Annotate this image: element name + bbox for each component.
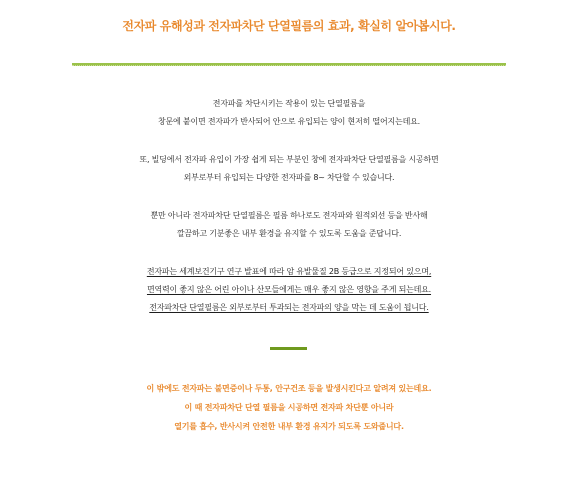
paragraph-line: 외부로부터 유입되는 다양한 전자파를 8~ 차단할 수 있습니다. — [183, 173, 395, 182]
paragraph-film-reflection — [0, 95, 578, 131]
title-divider — [72, 63, 506, 66]
closing-line: 이 때 전자파차단 단열 필름을 시공하면 전자파 차단뿐 아니라 — [184, 403, 394, 412]
closing-line: 열기를 흡수, 반사시켜 안전한 내부 환경 유지가 되도록 도와줍니다. — [174, 422, 404, 431]
closing-line: 이 밖에도 전자파는 불면증이나 두통, 안구건조 등을 발생시킨다고 알려져 있는데요. — [146, 384, 432, 393]
paragraph-line: 창문에 붙이면 전자파가 반사되어 안으로 유입되는 양이 현저히 떨어지는데요. — [158, 117, 420, 126]
paragraph-who-warning — [0, 263, 578, 317]
paragraph-line: 면역력이 좋지 않은 어린 아이나 산모들에게는 매우 좋지 않은 영향을 주게 되는데요. — [146, 285, 432, 294]
closing-paragraph — [0, 379, 578, 436]
paragraph-line: 전자파차단 단열필름은 외부로부터 투과되는 전자파의 양을 막는 데 도움이 됩니다. — [149, 303, 429, 312]
paragraph-line: 전자파를 차단시키는 작용이 있는 단열필름을 — [212, 99, 366, 108]
paragraph-line: 뿐만 아니라 전자파차단 단열필름은 필름 하나로도 전자파와 원적외선 등을 반사해 — [150, 211, 428, 220]
section-divider — [270, 347, 307, 350]
paragraph-infrared — [0, 207, 578, 243]
paragraph-line: 깔끔하고 기분좋은 내부 환경을 유지할 수 있도록 도움을 준답니다. — [176, 229, 402, 238]
paragraph-building-windows — [0, 151, 578, 187]
paragraph-line: 전자파는 세계보건기구 연구 발표에 따라 암 유발물질 2B 등급으로 지정되어 있으며, — [146, 267, 432, 276]
paragraph-line: 또, 빌딩에서 전자파 유입이 가장 쉽게 되는 부분인 창에 전자파차단 단열필름을 시공하면 — [139, 155, 439, 164]
page-title: 전자파 유해성과 전자파차단 단열필름의 효과, 확실히 알아봅시다. — [122, 19, 456, 33]
